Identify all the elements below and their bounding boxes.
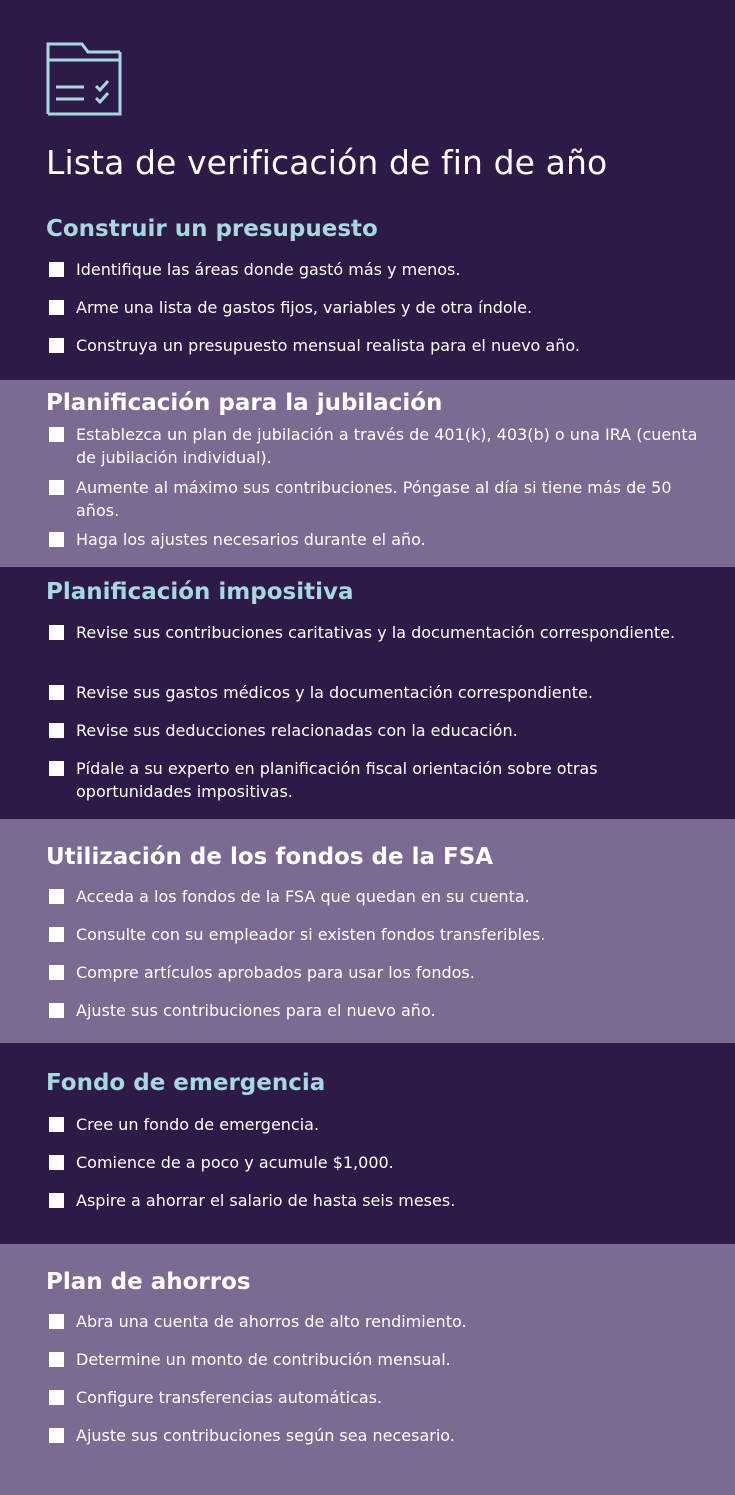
checkbox-icon — [49, 427, 64, 442]
checkbox-icon — [49, 927, 64, 942]
page-title: Lista de verificación de fin de año — [46, 143, 608, 182]
checklist-item: Construya un presupuesto mensual realista para el nuevo año. — [49, 334, 715, 357]
checkbox-icon — [49, 685, 64, 700]
checklist-item: Determine un monto de contribución mensual. — [49, 1348, 715, 1371]
checkbox-icon — [49, 965, 64, 980]
checkbox-icon — [49, 1193, 64, 1208]
checklist-item: Acceda a los fondos de la FSA que quedan en su cuenta. — [49, 885, 715, 908]
checklist-item: Revise sus contribuciones caritativas y la documentación correspondiente. — [49, 621, 715, 644]
section-retirement — [0, 380, 735, 567]
checklist-item: Comience de a poco y acumule $1,000. — [49, 1151, 715, 1174]
checklist-item: Establezca un plan de jubilación a través de 401(k), 403(b) o una IRA (cuenta de jubilación individual). — [49, 423, 715, 469]
checklist-item: Compre artículos aprobados para usar los fondos. — [49, 961, 715, 984]
checkbox-icon — [49, 625, 64, 640]
checkbox-icon — [49, 532, 64, 547]
checkbox-icon — [49, 1390, 64, 1405]
checklist-item: Identifique las áreas donde gastó más y menos. — [49, 258, 715, 281]
section-title: Plan de ahorros — [46, 1269, 251, 1295]
checklist-item: Revise sus gastos médicos y la documentación correspondiente. — [49, 681, 715, 704]
section-fsa — [0, 819, 735, 1043]
checklist-item: Haga los ajustes necesarios durante el año. — [49, 528, 715, 551]
section-title: Planificación impositiva — [46, 579, 354, 605]
section-savings-plan — [0, 1244, 735, 1495]
checkbox-icon — [49, 262, 64, 277]
checklist-item: Abra una cuenta de ahorros de alto rendimiento. — [49, 1310, 715, 1333]
checklist-item: Configure transferencias automáticas. — [49, 1386, 715, 1409]
section-title: Construir un presupuesto — [46, 216, 378, 242]
checkbox-icon — [49, 889, 64, 904]
folder-checklist-icon — [44, 40, 124, 116]
checklist-item: Revise sus deducciones relacionadas con la educación. — [49, 719, 715, 742]
checklist-item: Pídale a su experto en planificación fiscal orientación sobre otras oportunidades impositivas. — [49, 757, 715, 803]
checklist-item: Cree un fondo de emergencia. — [49, 1113, 715, 1136]
checklist-item: Arme una lista de gastos fijos, variables y de otra índole. — [49, 296, 715, 319]
checkbox-icon — [49, 300, 64, 315]
section-title: Fondo de emergencia — [46, 1070, 326, 1096]
checkbox-icon — [49, 338, 64, 353]
checkbox-icon — [49, 1314, 64, 1329]
checklist-item: Aumente al máximo sus contribuciones. Póngase al día si tiene más de 50 años. — [49, 476, 715, 522]
checkbox-icon — [49, 1117, 64, 1132]
section-title: Utilización de los fondos de la FSA — [46, 844, 494, 870]
section-emergency-fund — [0, 1043, 735, 1244]
checklist-item: Consulte con su empleador si existen fondos transferibles. — [49, 923, 715, 946]
checkbox-icon — [49, 1428, 64, 1443]
checkbox-icon — [49, 1155, 64, 1170]
checklist-item: Ajuste sus contribuciones según sea necesario. — [49, 1424, 715, 1447]
checkbox-icon — [49, 1352, 64, 1367]
checkbox-icon — [49, 723, 64, 738]
checkbox-icon — [49, 480, 64, 495]
checklist-item: Ajuste sus contribuciones para el nuevo año. — [49, 999, 715, 1022]
checklist-item: Aspire a ahorrar el salario de hasta seis meses. — [49, 1189, 715, 1212]
section-budget — [0, 0, 735, 380]
checkbox-icon — [49, 1003, 64, 1018]
section-title: Planificación para la jubilación — [46, 390, 443, 416]
checkbox-icon — [49, 761, 64, 776]
section-tax — [0, 567, 735, 819]
